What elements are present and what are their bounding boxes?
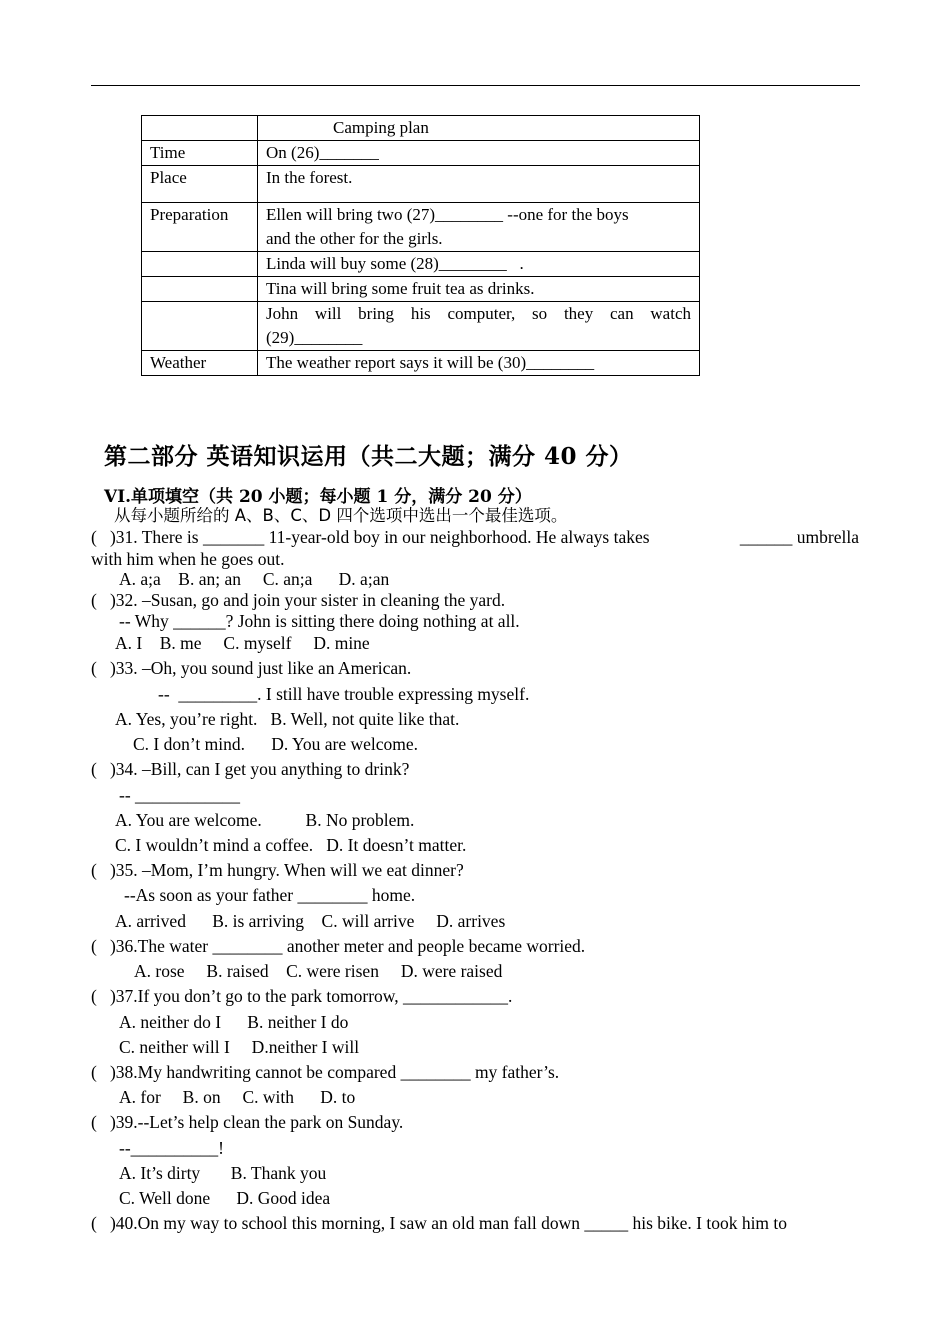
- camping-plan-table: [141, 115, 700, 376]
- question-37-stem: ( )37.If you don’t go to the park tomorrow, ____________.: [91, 986, 513, 1006]
- row-content: The weather report says it will be (30)________: [258, 351, 700, 376]
- question-32-reply: -- Why ______? John is sitting there doing nothing at all.: [119, 611, 520, 631]
- question-31-stem-part: ( )31. There is _______ 11-year-old boy in our neighborhood. He always takes: [91, 527, 650, 547]
- table-row: [142, 116, 700, 141]
- question-39-options-ab: A. It’s dirty B. Thank you: [119, 1163, 327, 1183]
- question-32-stem: ( )32. –Susan, go and join your sister in cleaning the yard.: [91, 590, 506, 610]
- question-34-reply: -- ____________: [119, 785, 241, 805]
- row-label: [142, 252, 258, 277]
- row-label: Time: [142, 141, 258, 166]
- row-content: John will bring his computer, so they can watch (29)________: [258, 302, 700, 351]
- section-title: VI.单项填空（共 20 小题；每小题 1 分，满分 20 分）: [104, 487, 532, 507]
- question-36-options: A. rose B. raised C. were risen D. were raised: [134, 961, 503, 981]
- question-34-options-cd: C. I wouldn’t mind a coffee. D. It doesn’t matter.: [115, 835, 467, 855]
- table-row: [142, 351, 700, 376]
- question-31-stem: [91, 526, 859, 548]
- question-35-stem: ( )35. –Mom, I’m hungry. When will we eat dinner?: [91, 860, 464, 880]
- part-title: 第二部分 英语知识运用（共二大题；满分 40 分）: [104, 443, 633, 470]
- question-33-options-cd: C. I don’t mind. D. You are welcome.: [133, 734, 418, 754]
- row-label: Place: [142, 166, 258, 203]
- table-row: [142, 277, 700, 302]
- header-rule: [91, 85, 860, 86]
- instruction-text: 从每小题所给的 A、B、C、D 四个选项中选出一个最佳选项。: [114, 506, 568, 525]
- question-38-stem: ( )38.My handwriting cannot be compared ________ my father’s.: [91, 1062, 560, 1082]
- row-label: Preparation: [142, 203, 258, 252]
- question-36-stem: ( )36.The water ________ another meter and people became worried.: [91, 936, 586, 956]
- question-38-options: A. for B. on C. with D. to: [119, 1087, 356, 1107]
- question-32-options: A. I B. me C. myself D. mine: [115, 633, 370, 653]
- question-39-reply: --__________!: [119, 1138, 224, 1158]
- table-row: [142, 252, 700, 277]
- row-content: Ellen will bring two (27)________ --one for the boys and the other for the girls.: [258, 203, 700, 252]
- row-content: On (26)_______: [258, 141, 700, 166]
- row-label: Weather: [142, 351, 258, 376]
- row-label: [142, 277, 258, 302]
- question-37-options-ab: A. neither do I B. neither I do: [119, 1012, 349, 1032]
- question-34-options-ab: A. You are welcome. B. No problem.: [115, 810, 415, 830]
- table-row: [142, 141, 700, 166]
- row-label: [142, 302, 258, 351]
- table-row: [142, 166, 700, 203]
- table-cell: [142, 116, 258, 141]
- row-content: Linda will buy some (28)________ .: [258, 252, 700, 277]
- question-31-options: A. a;a B. an; an C. an;a D. a;an: [119, 569, 390, 589]
- question-39-options-cd: C. Well done D. Good idea: [119, 1188, 331, 1208]
- question-37-options-cd: C. neither will I D.neither I will: [119, 1037, 360, 1057]
- question-31-stem-cont: with him when he goes out.: [91, 549, 285, 569]
- question-33-stem: ( )33. –Oh, you sound just like an American.: [91, 658, 412, 678]
- question-34-stem: ( )34. –Bill, can I get you anything to drink?: [91, 759, 410, 779]
- question-33-reply: -- _________. I still have trouble expressing myself.: [158, 684, 530, 704]
- table-row: [142, 203, 700, 252]
- table-row: [142, 302, 700, 351]
- table-title: Camping plan: [258, 116, 700, 141]
- question-33-options-ab: A. Yes, you’re right. B. Well, not quite like that.: [115, 709, 460, 729]
- question-35-options: A. arrived B. is arriving C. will arrive D. arrives: [115, 911, 506, 931]
- row-content: In the forest.: [258, 166, 700, 203]
- question-39-stem: ( )39.--Let’s help clean the park on Sunday.: [91, 1112, 404, 1132]
- row-content: Tina will bring some fruit tea as drinks.: [258, 277, 700, 302]
- question-35-reply: --As soon as your father ________ home.: [124, 885, 416, 905]
- question-40-stem: ( )40.On my way to school this morning, I saw an old man fall down _____ his bike. I took him to: [91, 1213, 788, 1233]
- question-31-stem-part: ______ umbrella: [739, 527, 859, 547]
